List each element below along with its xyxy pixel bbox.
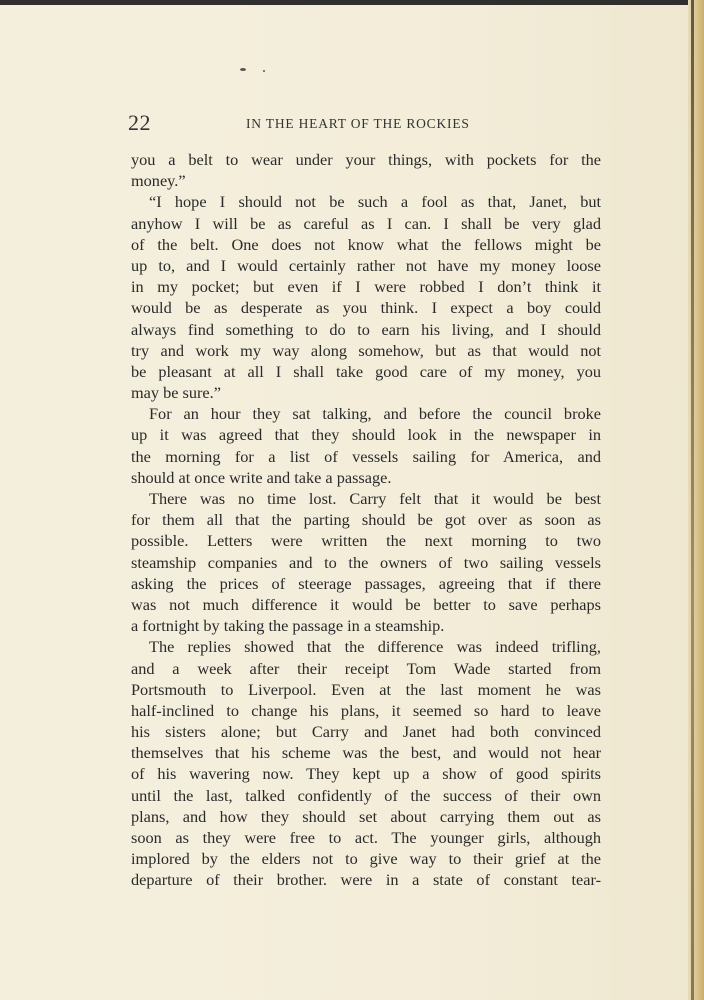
text-line: be pleasant at all I shall take good care of my money, you	[131, 361, 601, 381]
body-text	[131, 149, 601, 891]
text-line: The replies showed that the difference was indeed trifling,	[149, 637, 601, 657]
text-line: departure of their brother. were in a state of constant tear-	[131, 870, 601, 890]
text-line: his sisters alone; but Carry and Janet had both convinced	[131, 722, 601, 742]
text-line: until the last, talked confidently of the success of their own	[131, 785, 601, 805]
text-line: implored by the elders not to give way to their grief at the	[131, 849, 601, 869]
text-line: up it was agreed that they should look in the newspaper in	[131, 425, 601, 445]
text-line: should at once write and take a passage.	[131, 467, 392, 487]
text-line: a fortnight by taking the passage in a steamship.	[131, 616, 445, 636]
text-line: may be sure.”	[131, 383, 221, 403]
running-head: IN THE HEART OF THE ROCKIES	[246, 116, 470, 131]
text-line: half-inclined to change his plans, it seemed so hard to leave	[131, 700, 601, 720]
text-line: soon as they were free to act. The younger girls, although	[131, 828, 601, 847]
text-line: you a belt to wear under your things, with pockets for the	[131, 150, 601, 169]
text-line: of the belt. One does not know what the fellows might be	[131, 234, 601, 254]
text-line: always find something to do to earn his living, and I should	[131, 319, 601, 339]
text-line: would be as desperate as you think. I expect a boy could	[131, 298, 601, 318]
text-line: Portsmouth to Liverpool. Even at the last moment he was	[131, 679, 601, 699]
text-line: of his wavering now. They kept up a show of good spirits	[131, 764, 601, 784]
text-line: try and work my way along somehow, but as that would not	[131, 340, 601, 360]
text-line: themselves that his scheme was the best, and would not hear	[131, 743, 601, 763]
text-line: “I hope I should not be such a fool as that, Janet, but	[149, 192, 601, 212]
ink-speck	[263, 70, 265, 72]
text-line: was not much difference it would be better to save perhaps	[131, 594, 601, 614]
text-line: There was no time lost. Carry felt that it would be best	[149, 489, 601, 508]
binding-shadow	[691, 0, 694, 1000]
text-line: money.”	[131, 171, 186, 191]
page-top-edge	[0, 0, 704, 5]
text-line: plans, and how they should set about carrying them out as	[131, 806, 601, 826]
ink-speck	[240, 68, 246, 71]
text-line: steamship companies and to the owners of two sailing vessels	[131, 552, 601, 572]
text-line: possible. Letters were written the next morning to two	[131, 531, 601, 551]
page-number: 22	[128, 110, 151, 135]
text-line: and a week after their receipt Tom Wade started from	[131, 658, 601, 678]
text-line: the morning for a list of vessels sailing for America, and	[131, 446, 601, 466]
text-line: for them all that the parting should be got over as soon as	[131, 510, 601, 530]
text-line: asking the prices of steerage passages, agreeing that if there	[131, 573, 601, 593]
page-header	[128, 110, 600, 138]
text-line: up to, and I would certainly rather not have my money loose	[131, 255, 601, 275]
text-line: in my pocket; but even if I were robbed I don’t think it	[131, 277, 601, 297]
text-line: For an hour they sat talking, and before the council broke	[149, 404, 601, 424]
text-line: anyhow I will be as careful as I can. I shall be very glad	[131, 213, 601, 233]
